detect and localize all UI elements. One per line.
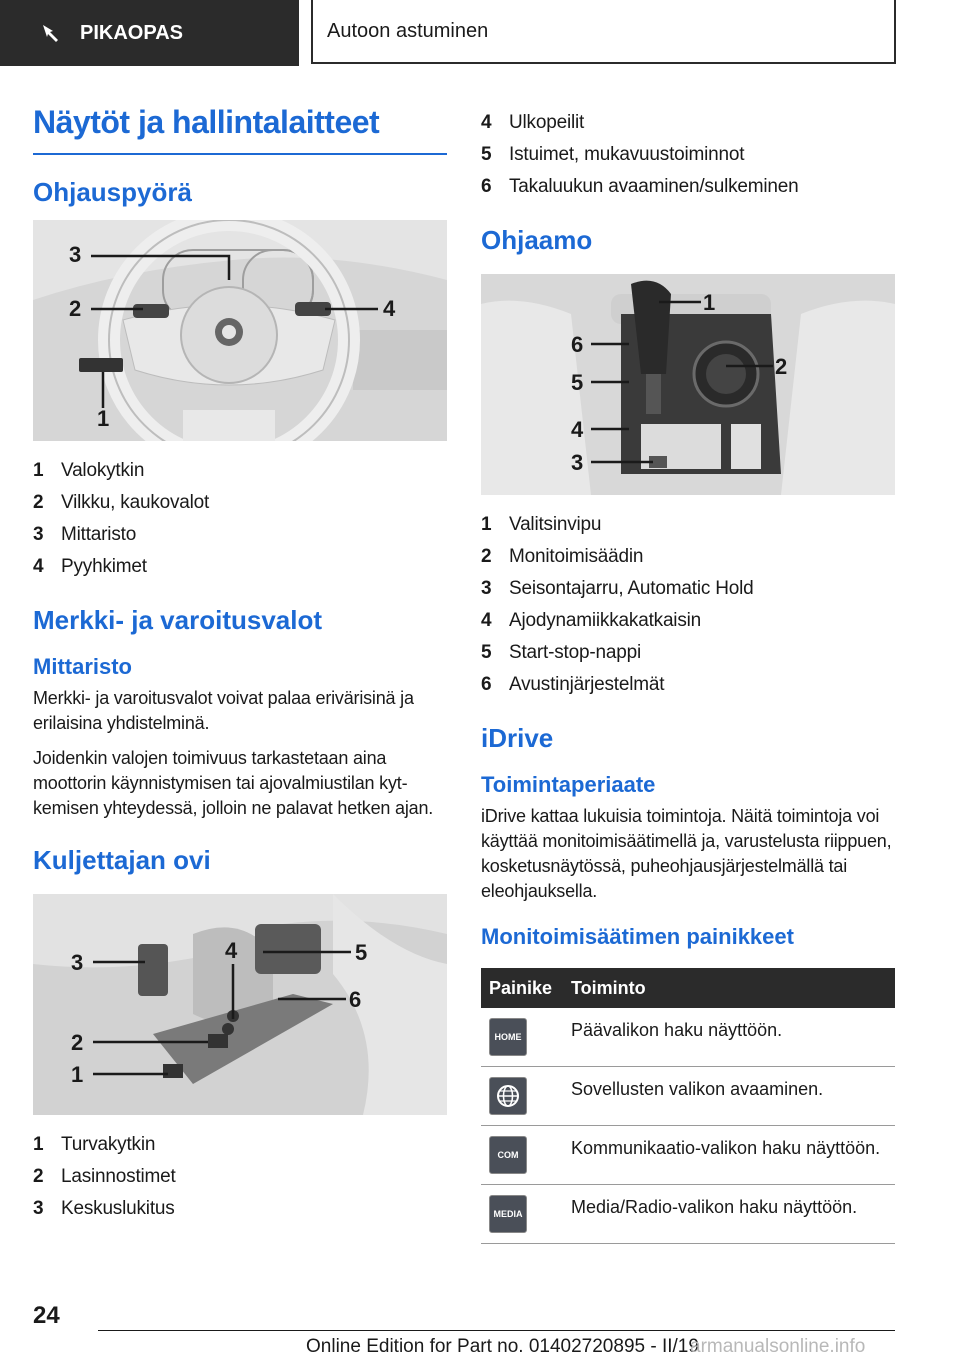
list-item: 4 Pyyhkimet	[33, 556, 147, 577]
left-column	[33, 104, 447, 1243]
list-item: 3 Seisontajarru, Automatic Hold	[481, 578, 754, 599]
list-item: 5 Istuimet, mukavuustoiminnot	[481, 144, 745, 165]
table-row: HOME Päävalikon haku näyttöön.	[481, 1008, 895, 1067]
door-callout-5: 5	[355, 940, 368, 965]
table-header-button: Painike	[481, 968, 563, 1008]
list-item: 5 Start-stop-nappi	[481, 642, 641, 663]
section-tab-label: PIKAOPAS	[80, 21, 183, 44]
cockpit-callout-4: 4	[571, 417, 584, 442]
section-tab	[0, 0, 299, 66]
door-legend-continued	[481, 107, 895, 203]
list-item: 3 Mittaristo	[33, 524, 137, 545]
cockpit-legend	[481, 509, 895, 701]
chapter-tab-label: Autoon astuminen	[327, 19, 489, 42]
quick-guide-icon	[40, 22, 62, 44]
list-item: 2 Monitoimisäädin	[481, 546, 644, 567]
list-item: 6 Avustinjärjestelmät	[481, 674, 665, 695]
home-button-icon: HOME	[489, 1018, 527, 1056]
list-item: 4 Ulkopeilit	[481, 112, 585, 133]
steering-wheel-figure	[33, 220, 447, 441]
apps-globe-icon	[489, 1077, 527, 1115]
table-header-function: Toiminto	[563, 968, 895, 1008]
warnings-paragraph-1: Merkki- ja varoitusvalot voivat palaa erivärisinä ja erilaisina yhdistelminä.	[33, 688, 414, 733]
cockpit-callout-6: 6	[571, 332, 584, 357]
chapter-tab	[311, 0, 896, 64]
right-column	[481, 107, 895, 1244]
instrument-cluster-subheading: Mittaristo	[33, 654, 132, 679]
cockpit-callout-1: 1	[703, 290, 716, 315]
steering-heading: Ohjauspyörä	[33, 177, 192, 207]
list-item: 1 Turvakytkin	[33, 1134, 156, 1155]
steering-callout-3: 3	[69, 242, 82, 267]
page-title: Näytöt ja hallintalaitteet	[33, 104, 447, 155]
door-callout-4: 4	[225, 938, 238, 963]
door-callout-3: 3	[71, 950, 84, 975]
steering-callout-2: 2	[69, 296, 82, 321]
driver-door-heading: Kuljettajan ovi	[33, 845, 211, 875]
list-item: 4 Ajodynamiikkakatkaisin	[481, 610, 702, 631]
cockpit-callout-2: 2	[775, 354, 788, 379]
edition-note: Online Edition for Part no. 01402720895 - II/19	[306, 1336, 699, 1357]
cockpit-heading: Ohjaamo	[481, 225, 593, 255]
idrive-paragraph: iDrive kattaa lukuisia toimintoja. Näitä toimintoja voi käyttää monitoimisäätimellä ja, varustelusta riippuen, kosketusnäytössä, puheohjausjärjestelmällä tai eleohjauksella.	[481, 806, 892, 901]
page-number: 24	[33, 1302, 60, 1329]
media-button-icon: MEDIA	[489, 1195, 527, 1233]
warnings-paragraph-2: Joidenkin valojen toimivuus tarkastetaan aina moottorin käynnistymisen tai ajovalmiustilan kytkemisen yhteydessä, jolloin ne palavat hetken ajan.	[33, 748, 434, 818]
table-row: Sovellusten valikon avaaminen.	[481, 1067, 895, 1126]
list-item: 2 Vilkku, kaukovalot	[33, 492, 210, 513]
door-callout-2: 2	[71, 1030, 84, 1055]
cockpit-callout-3: 3	[571, 450, 584, 475]
table-row: MEDIA Media/Radio-valikon haku näyttöön.	[481, 1185, 895, 1244]
cockpit-figure	[481, 274, 895, 495]
watermark: armanualsonline.info	[690, 1336, 866, 1357]
list-item: 1 Valitsinvipu	[481, 514, 602, 535]
steering-callout-1: 1	[97, 406, 110, 431]
controller-buttons-subheading: Monitoimisäätimen painikkeet	[481, 924, 794, 949]
driver-door-figure	[33, 894, 447, 1115]
cockpit-callout-5: 5	[571, 370, 584, 395]
controller-buttons-table	[481, 968, 895, 1244]
door-legend	[33, 1129, 447, 1225]
com-button-icon: COM	[489, 1136, 527, 1174]
door-callout-6: 6	[349, 987, 362, 1012]
steering-callout-4: 4	[383, 296, 396, 321]
table-row: COM Kommunikaatio-valikon haku näyttöön.	[481, 1126, 895, 1185]
warnings-heading: Merkki- ja varoitusvalot	[33, 605, 322, 635]
door-callout-1: 1	[71, 1062, 84, 1087]
idrive-heading: iDrive	[481, 723, 554, 753]
list-item: 3 Keskuslukitus	[33, 1198, 175, 1219]
list-item: 6 Takaluukun avaaminen/sulkeminen	[481, 176, 799, 197]
steering-legend	[33, 455, 447, 583]
operating-principle-subheading: Toimintaperiaate	[481, 772, 656, 797]
list-item: 2 Lasinnostimet	[33, 1166, 176, 1187]
footer-divider	[98, 1330, 895, 1331]
list-item: 1 Valokytkin	[33, 460, 145, 481]
